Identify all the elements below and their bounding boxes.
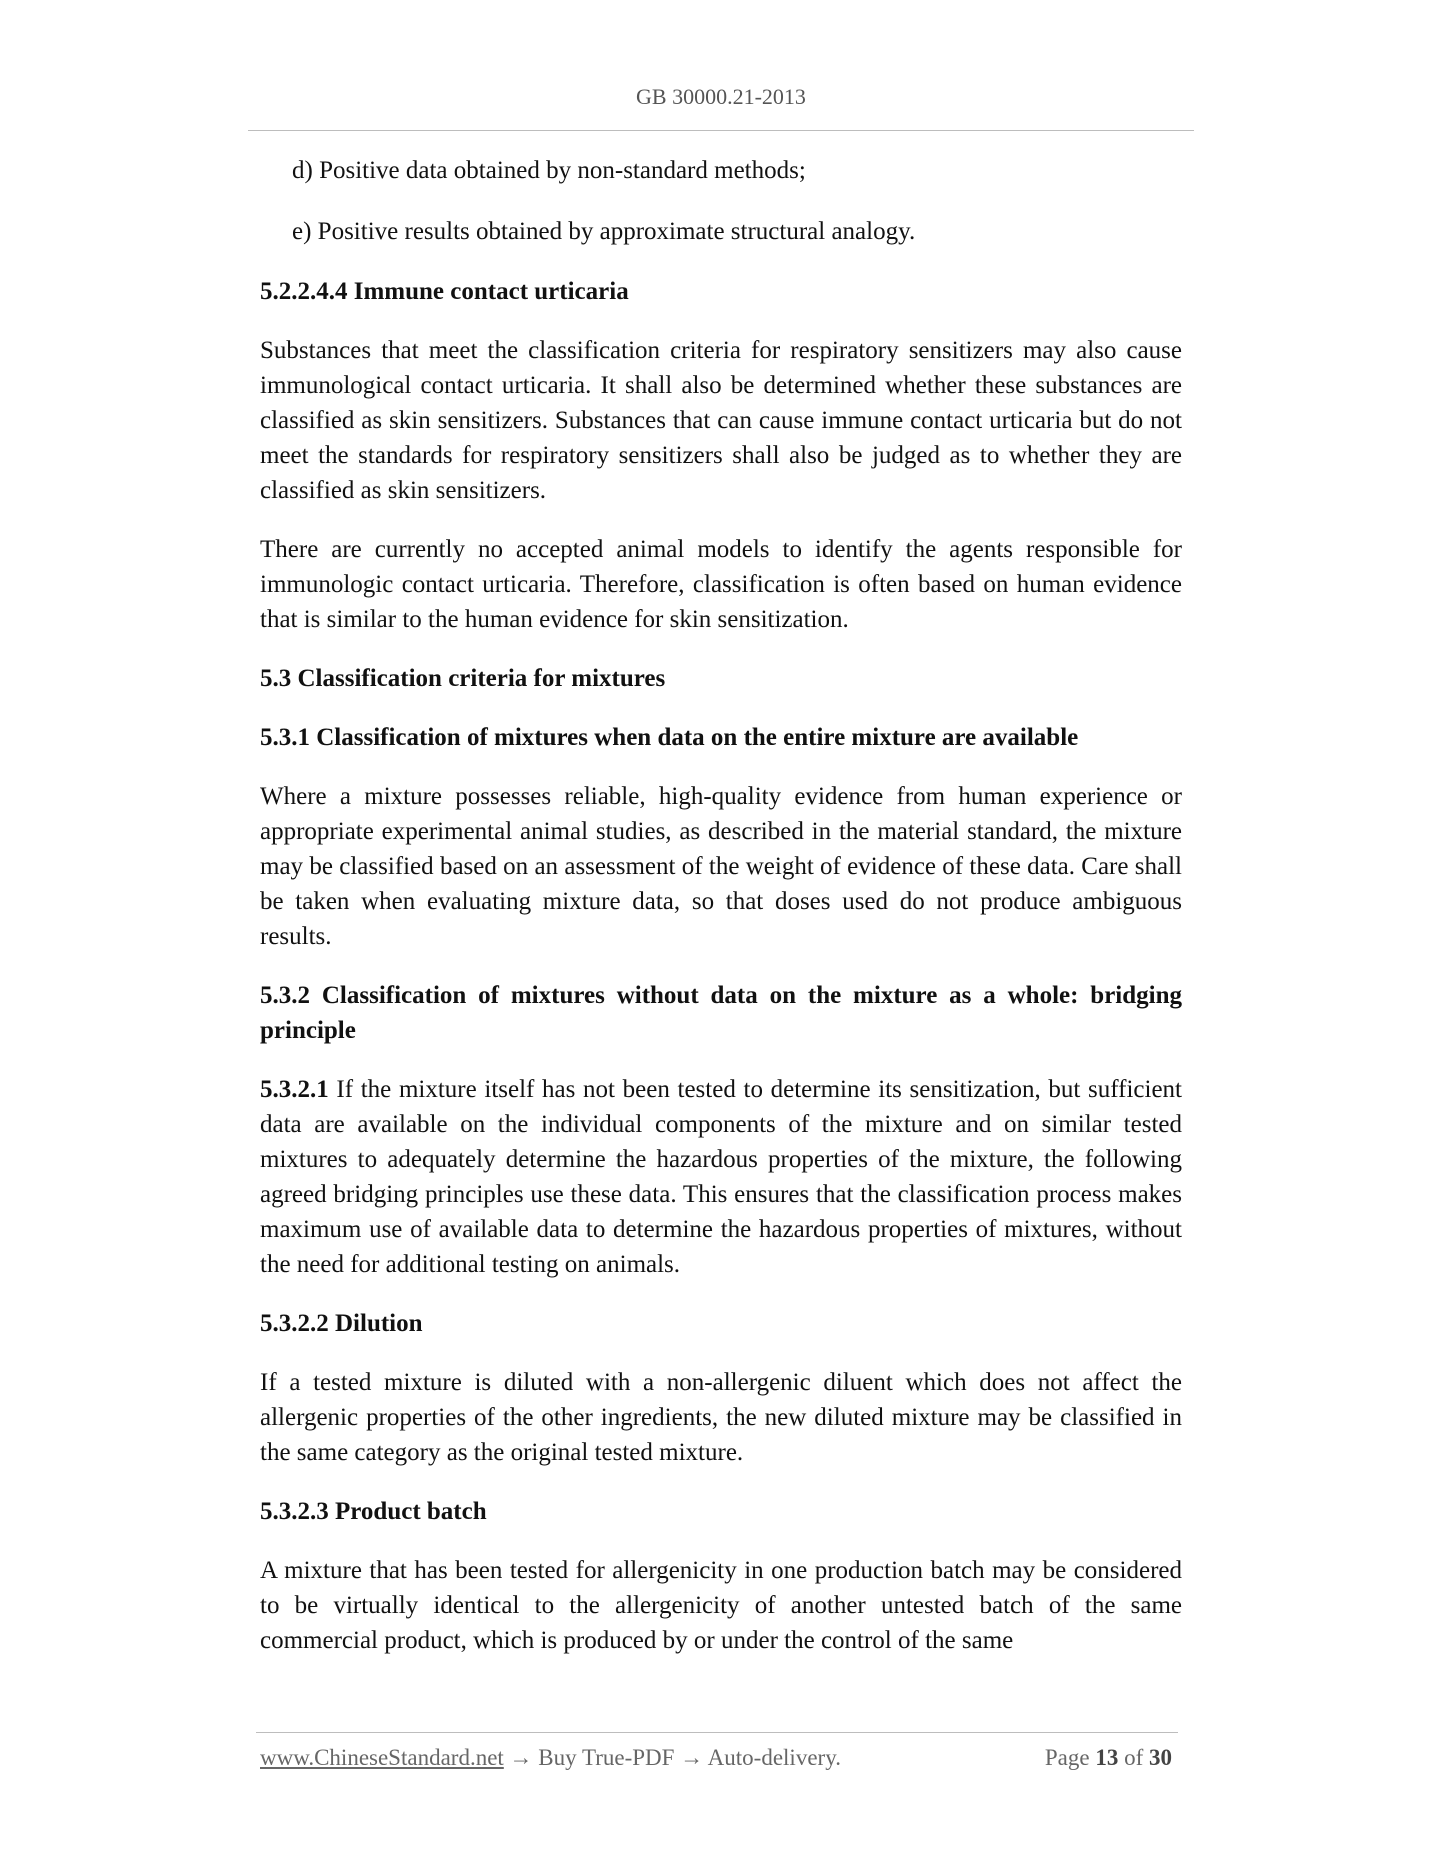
page-number	[1045, 1745, 1172, 1771]
heading-5-3-2-2: 5.3.2.2 Dilution	[260, 1310, 423, 1337]
clause-number: 5.3.2.1	[260, 1076, 329, 1103]
list-item-d: d) Positive data obtained by non-standard methods;	[292, 157, 806, 184]
paragraph-dilution: If a tested mixture is diluted with a non-allergenic diluent which does not affect the allergenic properties of the other ingredients, the new diluted mixture may be classified in the same category as the original tested mixture.	[260, 1369, 1182, 1466]
website-link[interactable]: www.ChineseStandard.net	[260, 1745, 504, 1770]
page-label: Page	[1044, 1745, 1096, 1770]
paragraph-mixture-evidence: Where a mixture possesses reliable, high-quality evidence from human experience or appropriate experimental animal studies, as described in the material standard, the mixture may be classified based on an assessment of the weight of evidence of these data. Care shall be taken when evaluating mixture data, so that doses used do not produce ambiguous results.	[260, 783, 1182, 950]
heading-5-3-1: 5.3.1 Classification of mixtures when data on the entire mixture are available	[260, 724, 1079, 751]
clause-text: If the mixture itself has not been tested to determine its sensitization, but sufficient data are available on the individual components of the mixture and on similar tested mixtures to adequately determine the hazardous properties of the mixture, the following agreed bridging principles use these data. This ensures that the classification process makes maximum use of available data to determine the hazardous properties of mixtures, without the need for additional testing on animals.	[260, 1076, 1182, 1278]
heading-5-3: 5.3 Classification criteria for mixtures	[260, 665, 666, 692]
footer-divider	[256, 1732, 1178, 1733]
buy-pdf-text: Buy True-PDF	[538, 1745, 675, 1770]
auto-delivery-text: Auto-delivery.	[707, 1745, 841, 1770]
of-label: of	[1118, 1745, 1149, 1770]
header-divider	[248, 130, 1194, 131]
list-item-e: e) Positive results obtained by approximate structural analogy.	[292, 218, 916, 245]
heading-5-3-2: 5.3.2 Classification of mixtures without data on the mixture as a whole: bridging principle	[260, 982, 1182, 1044]
paragraph-urticaria-criteria: Substances that meet the classification criteria for respiratory sensitizers may also cause immunological contact urticaria. It shall also be determined whether these substances are classified as skin sensitizers. Substances that can cause immune contact urticaria but do not meet the standards for respiratory sensitizers shall also be judged as to whether they are classified as skin sensitizers.	[260, 337, 1182, 504]
arrow-icon: →	[503, 1745, 539, 1770]
heading-5-3-2-3: 5.3.2.3 Product batch	[260, 1498, 487, 1525]
heading-5-2-2-4-4: 5.2.2.4.4 Immune contact urticaria	[260, 278, 629, 305]
document-body	[260, 152, 1182, 1682]
page-header: GB 30000.21-2013	[636, 84, 806, 109]
current-page: 13	[1095, 1745, 1119, 1770]
paragraph-product-batch: A mixture that has been tested for allergenicity in one production batch may be considered to be virtually identical to the allergenicity of another untested batch of the same commercial product, which is produced by or under the control of the same	[260, 1557, 1182, 1654]
arrow-icon: →	[674, 1745, 708, 1770]
total-pages: 30	[1149, 1745, 1172, 1770]
paragraph-animal-models: There are currently no accepted animal models to identify the agents responsible for immunologic contact urticaria. Therefore, classification is often based on human evidence that is similar to the human evidence for skin sensitization.	[260, 536, 1182, 633]
paragraph-5-3-2-1	[260, 1072, 1182, 1282]
footer-left	[260, 1745, 841, 1771]
